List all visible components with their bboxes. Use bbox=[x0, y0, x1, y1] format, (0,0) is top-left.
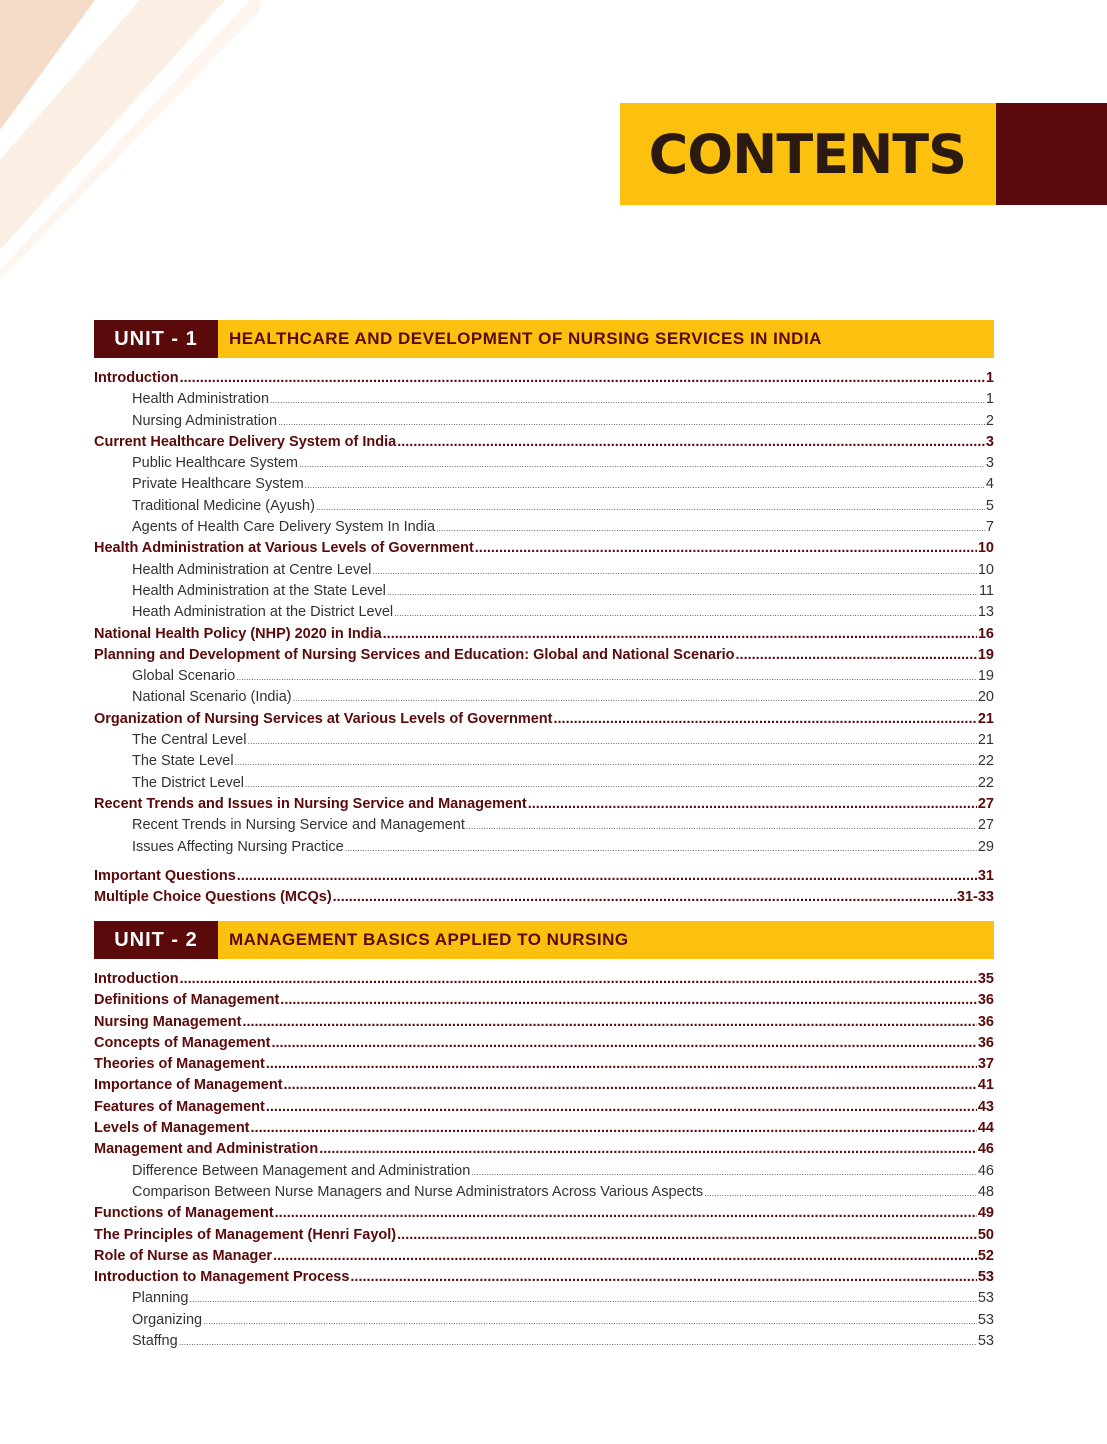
toc-entry-title: Heath Administration at the District Level bbox=[132, 604, 394, 621]
toc-subentry[interactable] bbox=[94, 602, 994, 623]
toc-entry[interactable] bbox=[94, 990, 994, 1011]
toc-entry-title: Features of Management bbox=[94, 1098, 265, 1115]
toc-entry-title: Introduction bbox=[94, 370, 179, 386]
dot-leader bbox=[278, 412, 985, 432]
toc-subentry[interactable] bbox=[94, 1331, 994, 1352]
toc-entry-title: Health Administration at the State Level bbox=[132, 582, 386, 599]
toc-entry-title: Management and Administration bbox=[94, 1141, 319, 1158]
toc-entry-title: Importance of Management bbox=[94, 1077, 283, 1094]
toc-entry-page-number: 50 bbox=[977, 1226, 994, 1243]
toc-subentry[interactable] bbox=[94, 1288, 994, 1309]
dot-leader bbox=[319, 1139, 977, 1160]
toc-entry-page-number: 31-33 bbox=[956, 889, 994, 906]
contents-banner bbox=[620, 103, 996, 205]
toc-entry-title: Recent Trends in Nursing Service and Management bbox=[132, 817, 465, 834]
toc-entry-page-number: 1 bbox=[985, 370, 994, 386]
toc-entry[interactable] bbox=[94, 645, 994, 666]
toc-entry-title: Theories of Management bbox=[94, 1056, 265, 1073]
toc-entry-title: Staffng bbox=[132, 1333, 178, 1350]
toc-entry-title: Organization of Nursing Services at Various Levels of Government bbox=[94, 710, 553, 727]
dot-leader bbox=[245, 774, 977, 794]
banner-accent-block bbox=[996, 103, 1107, 205]
toc-entry-page-number: 36 bbox=[977, 992, 994, 1009]
dot-leader bbox=[475, 538, 977, 559]
dot-leader bbox=[235, 752, 977, 772]
dot-leader bbox=[299, 454, 985, 474]
toc-entry-title: Definitions of Management bbox=[94, 992, 280, 1009]
dot-leader bbox=[383, 624, 977, 645]
dot-leader bbox=[247, 731, 976, 751]
toc-entry-title: Concepts of Management bbox=[94, 1034, 271, 1051]
toc-entry[interactable] bbox=[94, 1267, 994, 1288]
toc-entry-page-number: 27 bbox=[977, 795, 994, 812]
toc-entry-page-number: 16 bbox=[977, 625, 994, 642]
toc-entry-title: Global Scenario bbox=[132, 668, 236, 685]
dot-leader bbox=[736, 645, 977, 666]
toc-entry[interactable] bbox=[94, 1012, 994, 1033]
toc-entry-title: The District Level bbox=[132, 774, 245, 791]
toc-subentry[interactable] bbox=[94, 453, 994, 474]
toc-entry-page-number: 53 bbox=[977, 1290, 994, 1307]
unit-2-tag: UNIT - 2 bbox=[94, 921, 218, 959]
toc-entry-title: Health Administration at Centre Level bbox=[132, 561, 372, 578]
toc-entry-page-number: 43 bbox=[977, 1098, 994, 1115]
dot-leader bbox=[554, 709, 977, 730]
dot-leader bbox=[275, 1203, 977, 1224]
toc-subentry[interactable] bbox=[94, 1182, 994, 1203]
toc-entry-page-number: 21 bbox=[977, 710, 994, 727]
toc-entry-title: Introduction bbox=[94, 971, 179, 987]
toc-entry-page-number: 19 bbox=[977, 646, 994, 663]
corner-stripes-decoration bbox=[0, 0, 260, 280]
toc-entry-page-number: 11 bbox=[978, 582, 994, 599]
toc-entry-page-number: 3 bbox=[985, 455, 994, 472]
toc-entry-title: Levels of Management bbox=[94, 1120, 250, 1137]
dot-leader bbox=[180, 368, 985, 389]
dot-leader bbox=[397, 432, 985, 453]
dot-leader bbox=[242, 1012, 976, 1033]
toc-entry-page-number: 53 bbox=[977, 1311, 994, 1328]
dot-leader bbox=[528, 794, 977, 815]
toc-entry-page-number: 41 bbox=[977, 1077, 994, 1094]
toc-entry-title: Public Healthcare System bbox=[132, 455, 299, 472]
toc-subentry[interactable] bbox=[94, 773, 994, 794]
toc-subentry[interactable] bbox=[94, 751, 994, 772]
toc-entry[interactable] bbox=[94, 624, 994, 645]
toc-entry-title: Functions of Management bbox=[94, 1205, 274, 1222]
dot-leader bbox=[189, 1289, 976, 1309]
toc-entry-page-number: 10 bbox=[977, 540, 994, 557]
toc-entry-title: Recent Trends and Issues in Nursing Service and Management bbox=[94, 795, 527, 812]
toc-entry-page-number: 46 bbox=[977, 1141, 994, 1158]
toc-entry-page-number: 46 bbox=[977, 1162, 994, 1179]
toc-entry-title: Agents of Health Care Delivery System In India bbox=[132, 519, 436, 536]
toc-subentry[interactable] bbox=[94, 560, 994, 581]
toc-entry[interactable] bbox=[94, 1203, 994, 1224]
toc-subentry[interactable] bbox=[94, 517, 994, 538]
toc-entry-page-number: 4 bbox=[985, 476, 994, 493]
dot-leader bbox=[180, 969, 977, 990]
toc-entry-title: Health Administration at Various Levels of Government bbox=[94, 540, 474, 557]
toc-entry-page-number: 22 bbox=[977, 753, 994, 770]
dot-leader bbox=[266, 1097, 977, 1118]
dot-leader bbox=[284, 1075, 977, 1096]
toc-entry-title: Private Healthcare System bbox=[132, 476, 304, 493]
unit-1-tag: UNIT - 1 bbox=[94, 320, 218, 358]
toc-entry[interactable] bbox=[94, 1054, 994, 1075]
toc-entry-page-number: 49 bbox=[977, 1205, 994, 1222]
toc-entry[interactable] bbox=[94, 432, 994, 453]
toc-entry-title: Difference Between Management and Administration bbox=[132, 1162, 471, 1179]
toc-entry[interactable] bbox=[94, 1033, 994, 1054]
dot-leader bbox=[397, 1225, 977, 1246]
toc-entry-page-number: 7 bbox=[985, 519, 994, 536]
toc-subentry[interactable] bbox=[94, 837, 994, 858]
toc-entry[interactable] bbox=[94, 887, 994, 908]
toc-entry-page-number: 37 bbox=[977, 1056, 994, 1073]
dot-leader bbox=[471, 1162, 977, 1182]
toc-entry-page-number: 1 bbox=[985, 391, 994, 408]
dot-leader bbox=[466, 816, 977, 836]
toc-entry-page-number: 3 bbox=[985, 433, 994, 450]
toc-spacer bbox=[94, 858, 994, 866]
unit-1-toc bbox=[94, 368, 994, 908]
toc-entry-title: Important Questions bbox=[94, 867, 236, 884]
toc-entry-page-number: 53 bbox=[977, 1333, 994, 1350]
dot-leader bbox=[372, 561, 976, 581]
unit-1-title: HEALTHCARE AND DEVELOPMENT OF NURSING SERVICES IN INDIA bbox=[218, 320, 994, 358]
dot-leader bbox=[293, 688, 977, 708]
toc-entry-title: Planning and Development of Nursing Services and Education: Global and National Scenario bbox=[94, 646, 735, 663]
dot-leader bbox=[350, 1267, 976, 1288]
toc-entry[interactable] bbox=[94, 1246, 994, 1267]
dot-leader bbox=[179, 1332, 977, 1352]
toc-entry[interactable] bbox=[94, 1118, 994, 1139]
toc-entry[interactable] bbox=[94, 866, 994, 887]
toc-entry-page-number: 20 bbox=[977, 689, 994, 706]
toc-entry-page-number: 19 bbox=[977, 668, 994, 685]
toc-entry-title: The Central Level bbox=[132, 732, 247, 749]
toc-entry[interactable] bbox=[94, 1225, 994, 1246]
toc-entry-page-number: 48 bbox=[977, 1183, 994, 1200]
toc-subentry[interactable] bbox=[94, 581, 994, 602]
toc-entry-page-number: 10 bbox=[977, 561, 994, 578]
toc-entry[interactable] bbox=[94, 368, 994, 389]
dot-leader bbox=[280, 990, 977, 1011]
toc-entry-page-number: 22 bbox=[977, 774, 994, 791]
toc-entry-page-number: 36 bbox=[977, 1013, 994, 1030]
toc-entry-title: Multiple Choice Questions (MCQs) bbox=[94, 889, 332, 906]
unit-1-header bbox=[94, 320, 994, 358]
toc-entry-title: Organizing bbox=[132, 1311, 203, 1328]
toc-entry-page-number: 29 bbox=[977, 838, 994, 855]
toc-entry-page-number: 27 bbox=[977, 817, 994, 834]
dot-leader bbox=[270, 390, 985, 410]
toc-entry-title: Health Administration bbox=[132, 391, 270, 408]
toc-entry-title: Planning bbox=[132, 1290, 189, 1307]
toc-entry[interactable] bbox=[94, 538, 994, 559]
toc-entry-page-number: 21 bbox=[977, 732, 994, 749]
toc-entry[interactable] bbox=[94, 1075, 994, 1096]
toc-entry-title: Nursing Management bbox=[94, 1013, 242, 1030]
dot-leader bbox=[251, 1118, 977, 1139]
dot-leader bbox=[266, 1054, 977, 1075]
page-title: CONTENTS bbox=[648, 122, 966, 186]
toc-entry-title: The State Level bbox=[132, 753, 234, 770]
toc-subentry[interactable] bbox=[94, 411, 994, 432]
toc-entry[interactable] bbox=[94, 794, 994, 815]
toc-entry-title: Current Healthcare Delivery System of India bbox=[94, 433, 397, 450]
dot-leader bbox=[237, 866, 977, 887]
toc-entry[interactable] bbox=[94, 969, 994, 990]
dot-leader bbox=[333, 887, 956, 908]
dot-leader bbox=[236, 667, 977, 687]
toc-entry-title: Role of Nurse as Manager bbox=[94, 1247, 273, 1264]
dot-leader bbox=[273, 1246, 977, 1267]
toc-entry-page-number: 35 bbox=[977, 971, 994, 987]
toc-entry[interactable] bbox=[94, 1139, 994, 1160]
toc-entry-title: National Health Policy (NHP) 2020 in India bbox=[94, 625, 382, 642]
toc-subentry[interactable] bbox=[94, 1161, 994, 1182]
unit-2-toc bbox=[94, 969, 994, 1352]
toc-entry-page-number: 31 bbox=[977, 867, 994, 884]
dot-leader bbox=[345, 838, 977, 858]
unit-2-title: MANAGEMENT BASICS APPLIED TO NURSING bbox=[218, 921, 994, 959]
toc-entry[interactable] bbox=[94, 709, 994, 730]
dot-leader bbox=[394, 603, 977, 623]
toc-entry-page-number: 36 bbox=[977, 1034, 994, 1051]
toc-entry-title: Nursing Administration bbox=[132, 412, 278, 429]
toc-entry-title: Traditional Medicine (Ayush) bbox=[132, 497, 315, 514]
toc-subentry[interactable] bbox=[94, 815, 994, 836]
toc-entry-title: National Scenario (India) bbox=[132, 689, 292, 706]
toc-entry-title: Introduction to Management Process bbox=[94, 1269, 350, 1286]
dot-leader bbox=[316, 497, 985, 517]
toc-entry-title: Comparison Between Nurse Managers and Nurse Administrators Across Various Aspects bbox=[132, 1183, 704, 1200]
dot-leader bbox=[203, 1311, 977, 1331]
toc-entry-title: Issues Affecting Nursing Practice bbox=[132, 838, 344, 855]
dot-leader bbox=[271, 1033, 976, 1054]
toc-entry-page-number: 5 bbox=[985, 497, 994, 514]
toc-subentry[interactable] bbox=[94, 496, 994, 517]
dot-leader bbox=[704, 1183, 977, 1203]
toc-subentry[interactable] bbox=[94, 1310, 994, 1331]
toc-subentry[interactable] bbox=[94, 730, 994, 751]
toc-entry-page-number: 53 bbox=[977, 1269, 994, 1286]
toc-subentry[interactable] bbox=[94, 474, 994, 495]
toc-entry-page-number: 13 bbox=[977, 604, 994, 621]
dot-leader bbox=[387, 582, 978, 602]
toc-subentry[interactable] bbox=[94, 666, 994, 687]
toc-entry-page-number: 52 bbox=[977, 1247, 994, 1264]
toc-subentry[interactable] bbox=[94, 389, 994, 410]
toc-entry-title: The Principles of Management (Henri Fayol) bbox=[94, 1226, 397, 1243]
dot-leader bbox=[305, 475, 985, 495]
toc-entry[interactable] bbox=[94, 1097, 994, 1118]
toc-entry-page-number: 44 bbox=[977, 1120, 994, 1137]
toc-subentry[interactable] bbox=[94, 687, 994, 708]
dot-leader bbox=[436, 518, 985, 538]
unit-2-header bbox=[94, 921, 994, 959]
toc-entry-page-number: 2 bbox=[985, 412, 994, 429]
